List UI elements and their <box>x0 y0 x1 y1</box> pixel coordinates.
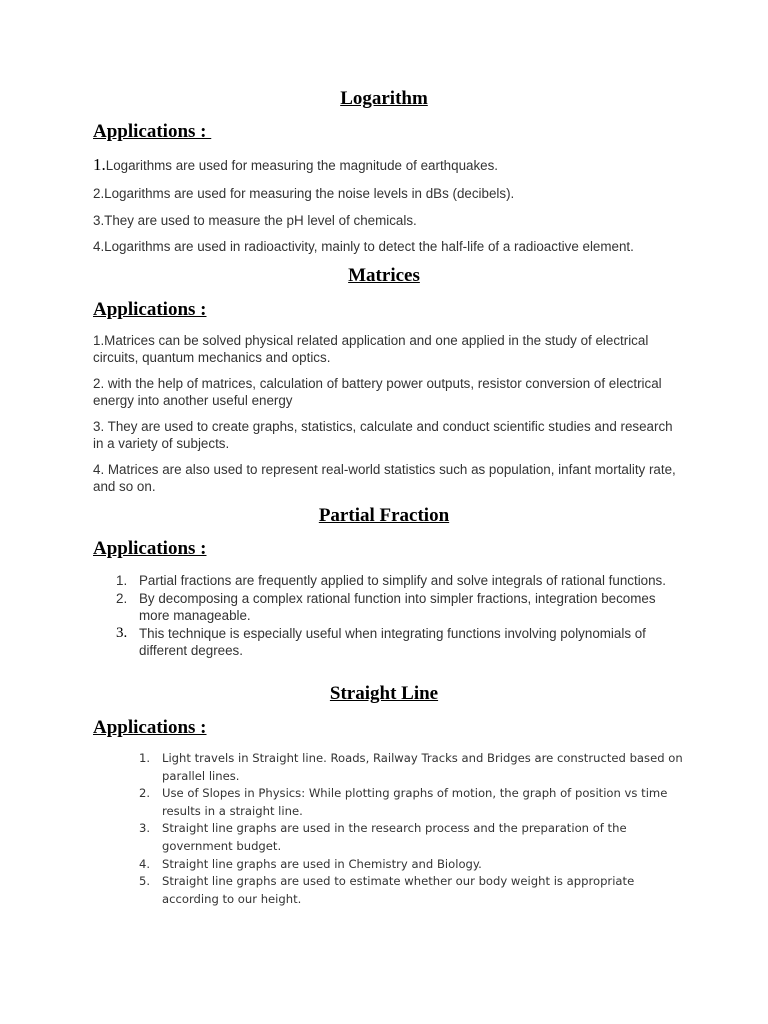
list-item-number: 3. <box>116 625 128 641</box>
logarithm-item-1-text: Logarithms are used for measuring the magnitude of earthquakes. <box>105 158 499 173</box>
list-item <box>93 590 673 624</box>
list-item-number: 2. <box>116 591 128 606</box>
matrices-item-4: 4. Matrices are also used to represent real-world statistics such as population, infant mortality rate, and so on. <box>93 462 676 494</box>
list-item-text: This technique is especially useful when integrating functions involving polynomials of different degrees. <box>139 626 646 658</box>
partial-fraction-list <box>93 572 673 660</box>
list-item-text: Straight line graphs are used in Chemistry and Biology. <box>162 856 482 871</box>
matrices-item-1: 1.Matrices can be solved physical related application and one applied in the study of electrical circuits, quantum mechanics and optics. <box>93 333 649 365</box>
straight-line-list <box>93 750 683 908</box>
list-item <box>93 873 683 908</box>
logarithm-item-3: 3.They are used to measure the pH level of chemicals. <box>93 213 417 228</box>
list-item-number: 5. <box>139 874 151 889</box>
list-item <box>93 750 683 785</box>
list-item <box>93 820 683 855</box>
list-item-number: 1. <box>139 751 151 765</box>
list-item <box>93 856 683 874</box>
straight-line-title: Straight Line <box>329 683 439 704</box>
list-item-number: 2. <box>139 786 151 801</box>
partial-fraction-title: Partial Fraction <box>318 505 450 526</box>
straight-line-applications-heading: Applications : <box>93 717 207 738</box>
matrices-item-2: 2. with the help of matrices, calculation of battery power outputs, resistor conversion of electrical energy into another useful energy <box>93 376 662 408</box>
list-item-text: Use of Slopes in Physics: While plotting graphs of motion, the graph of position vs time results in a straight line. <box>162 786 668 818</box>
list-item-text: Straight line graphs are used in the research process and the preparation of the government budget. <box>162 821 627 853</box>
partial-fraction-applications-heading: Applications : <box>93 538 207 559</box>
logarithm-item-1-number: 1. <box>93 155 106 174</box>
logarithm-applications-heading: Applications : <box>93 121 212 142</box>
list-item <box>93 625 673 659</box>
list-item-text: Straight line graphs are used to estimate whether our body weight is appropriate according to our height. <box>162 874 635 906</box>
list-item-number: 3. <box>139 821 151 836</box>
list-item-number: 1. <box>116 573 128 588</box>
list-item-text: Partial fractions are frequently applied to simplify and solve integrals of rational functions. <box>139 573 666 588</box>
logarithm-item-2: 2.Logarithms are used for measuring the noise levels in dBs (decibels). <box>93 186 515 201</box>
list-item-number: 4. <box>139 856 151 871</box>
list-item-text: By decomposing a complex rational function into simpler fractions, integration becomes more manageable. <box>139 591 656 623</box>
matrices-item-3: 3. They are used to create graphs, statistics, calculate and conduct scientific studies and research in a variety of subjects. <box>93 419 673 451</box>
list-item <box>93 572 673 589</box>
logarithm-item-1 <box>93 156 683 174</box>
logarithm-title: Logarithm <box>340 88 428 109</box>
list-item <box>93 785 683 820</box>
matrices-applications-heading: Applications : <box>93 299 207 320</box>
matrices-title: Matrices <box>348 265 420 286</box>
list-item-text: Light travels in Straight line. Roads, Railway Tracks and Bridges are constructed based on parallel lines. <box>162 751 683 783</box>
logarithm-item-4: 4.Logarithms are used in radioactivity, mainly to detect the half-life of a radioactive element. <box>93 239 634 254</box>
